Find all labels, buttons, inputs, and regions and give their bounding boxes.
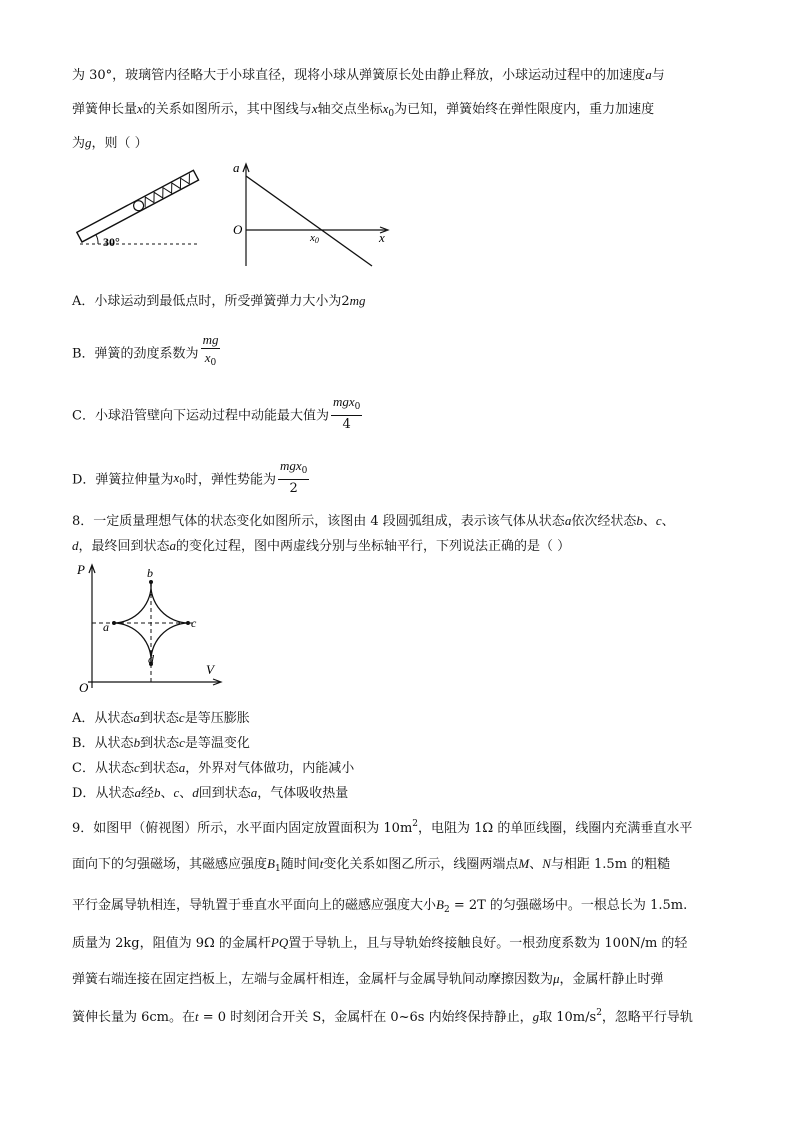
- q7-incline-figure: [76, 164, 206, 254]
- q8-point-b: [149, 580, 153, 584]
- q7-stem-line1: 为 30°，玻璃管内径略大于小球直径，现将小球从弹簧原长处由静止释放，小球运动过程中的加速度a与: [72, 67, 665, 83]
- q7-stem-line2: 弹簧伸长量x的关系如图所示，其中图线与x轴交点坐标$x_0$为已知，弹簧始终在弹性限度内，重力加速度: [72, 101, 655, 119]
- q8-label-d: d: [148, 652, 154, 666]
- q7-graph-intercept: x0: [310, 232, 319, 245]
- q9-line3: 平行金属导轨相连，导轨置于垂直水平面向上的磁感应强度大小$B_2 = 2T$ 的匀强磁场中。一根总长为 1.5m.: [72, 897, 688, 915]
- q7-stem-line3: 为g，则（ ）: [72, 135, 148, 151]
- q7-option-b: B．弹簧的劲度系数为 $\frac{mg}{x_0}$: [72, 332, 219, 368]
- q7-graph-y-label: a: [233, 160, 240, 175]
- q9-line5: 弹簧右端连接在固定挡板上，左端与金属杆相连，金属杆与金属导轨间动摩擦因数为μ，金属杆静止时弹: [72, 971, 664, 987]
- q8-option-a: A．从状态a到状态c是等压膨胀: [72, 710, 250, 726]
- q8-pv-diagram: [74, 560, 224, 696]
- q8-origin: O: [79, 680, 89, 695]
- q9-line1: 9．如图甲（俯视图）所示，水平面内固定放置面积为 $10m^2$，电阻为 1Ω 的单匝线圈，线圈内充满垂直水平: [72, 819, 693, 836]
- q8-axis-v: V: [206, 662, 214, 677]
- q8-axis-p: P: [77, 562, 85, 577]
- q7-option-c: C．小球沿管壁向下运动过程中动能最大值为 $\frac{mgx_0}{4}$: [72, 394, 361, 432]
- q9-line6: 簧伸长量为 6cm。在t = 0 时刻闭合开关 S，金属杆在 0~6s 内始终保持静止，g取 $10m/s^2$，忽略平行导轨: [72, 1008, 693, 1025]
- q8-option-d: D．从状态a经b、c、d回到状态a，气体吸收热量: [72, 785, 349, 801]
- q7-incline-angle: 30°: [103, 235, 120, 249]
- q9-line4: 质量为 2kg，阻值为 9Ω 的金属杆PQ置于导轨上，且与导轨始终接触良好。一根劲度系数为 100N/m 的轻: [72, 935, 688, 951]
- q8-point-c: [186, 621, 190, 625]
- q8-option-c: C．从状态c到状态a，外界对气体做功，内能减小: [72, 760, 355, 776]
- q7-ax-graph: [228, 158, 392, 270]
- q8-label-c: c: [191, 616, 197, 630]
- q7-graph-x-label: x: [379, 230, 385, 245]
- q8-option-b: B．从状态b到状态c是等温变化: [72, 735, 250, 751]
- q8-label-a: a: [103, 620, 109, 634]
- q8-stem-line1: 8．一定质量理想气体的状态变化如图所示，该图由 4 段圆弧组成，表示该气体从状态a依次经状态b、c、: [72, 513, 675, 529]
- q7-option-a: A．小球运动到最低点时，所受弹簧弹力大小为2mg: [72, 293, 366, 309]
- q8-point-a: [112, 621, 116, 625]
- q7-graph-origin: O: [233, 222, 243, 237]
- q8-label-b: b: [147, 566, 153, 580]
- q9-line2: 面向下的匀强磁场，其磁感应强度$B_1$随时间t变化关系如图乙所示，线圈两端点M、N与相距 1.5m 的粗糙: [72, 856, 671, 874]
- q8-stem-line2: d，最终回到状态a的变化过程，图中两虚线分别与坐标轴平行，下列说法正确的是（ ）: [72, 538, 571, 554]
- q7-option-d: D．弹簧拉伸量为$x_0$时，弹性势能为 $\frac{mgx_0}{2}$: [72, 458, 308, 496]
